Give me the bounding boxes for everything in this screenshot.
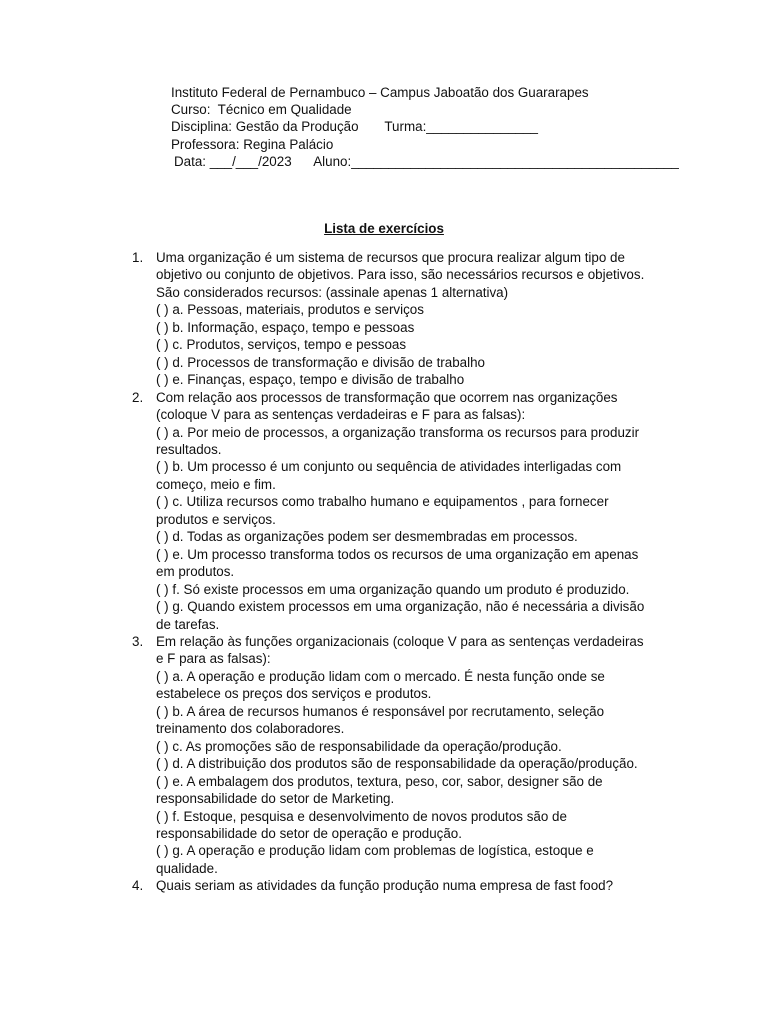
option-d: ( ) d. Processos de transformação e divisão de trabalho: [156, 354, 485, 370]
option-b: ( ) b. A área de recursos humanos é responsável por recrutamento, seleção treinamento dos colaboradores.: [156, 703, 605, 737]
option-e: ( ) e. A embalagem dos produtos, textura, peso, cor, sabor, designer são de responsabilidade do setor de Marketing.: [156, 773, 603, 807]
option-f: ( ) f. Só existe processos em uma organização quando um produto é produzido.: [156, 581, 630, 597]
option-e: ( ) e. Um processo transforma todos os recursos de uma organização em apenas em produtos.: [156, 546, 639, 580]
option-d: ( ) d. Todas as organizações podem ser desmembradas em processos.: [156, 529, 578, 545]
question-body: [156, 249, 652, 389]
option-a: ( ) a. A operação e produção lidam com o mercado. É nesta função onde se estabelece os preços dos serviços e produtos.: [156, 668, 605, 702]
question-body: [156, 633, 652, 877]
option-c: ( ) c. As promoções são de responsabilidade da operação/produção.: [156, 738, 562, 754]
question-2: [132, 389, 652, 633]
question-body: [156, 877, 652, 894]
question-text: Uma organização é um sistema de recursos que procura realizar algum tipo de objetivo ou conjunto de objetivos. Para isso, são necessários recursos e objetivos. São considerados recursos: (assinale apenas 1 alternativa): [156, 250, 645, 300]
option-b: ( ) b. Informação, espaço, tempo e pessoas: [156, 319, 415, 335]
option-a: ( ) a. Pessoas, materiais, produtos e serviços: [156, 302, 424, 318]
discipline-line: Disciplina: Gestão da Produção Turma:_______________: [171, 119, 538, 135]
option-d: ( ) d. A distribuição dos produtos são de responsabilidade da operação/produção.: [156, 756, 638, 772]
option-g: ( ) g. Quando existem processos em uma organização, não é necessária a divisão de tarefas.: [156, 599, 645, 632]
option-f: ( ) f. Estoque, pesquisa e desenvolvimento de novos produtos são de responsabilidade do setor de operação e produção.: [156, 808, 567, 841]
institution-line: Instituto Federal de Pernambuco – Campus Jaboatão dos Guararapes: [171, 85, 589, 100]
question-3: [132, 633, 652, 877]
document-header: [171, 84, 679, 170]
option-c: ( ) c. Produtos, serviços, tempo e pessoas: [156, 337, 407, 353]
question-number: 1.: [132, 250, 144, 265]
option-a: ( ) a. Por meio de processos, a organização transforma os recursos para produzir resultados.: [156, 424, 640, 457]
option-g: ( ) g. A operação e produção lidam com problemas de logística, estoque e qualidade.: [156, 843, 594, 876]
option-c: ( ) c. Utiliza recursos como trabalho humano e equipamentos , para fornecer produtos e serviços.: [156, 494, 609, 527]
question-list: [132, 249, 652, 895]
teacher-line: Professora: Regina Palácio: [171, 136, 334, 152]
option-e: ( ) e. Finanças, espaço, tempo e divisão de trabalho: [156, 372, 465, 388]
question-4: [132, 877, 652, 894]
question-number: 2.: [132, 389, 144, 405]
question-text: Quais seriam as atividades da função produção numa empresa de fast food?: [156, 878, 614, 894]
question-number: 3.: [132, 633, 144, 649]
question-text: Em relação às funções organizacionais (coloque V para as sentenças verdadeiras e F para as falsas):: [156, 633, 644, 667]
page-title: Lista de exercícios: [324, 221, 444, 236]
question-1: [132, 249, 652, 389]
question-number: 4.: [132, 878, 144, 894]
question-body: [156, 389, 652, 633]
course-line: Curso: Técnico em Qualidade: [171, 102, 352, 118]
option-b: ( ) b. Um processo é um conjunto ou sequência de atividades interligadas com começo, meio e fim.: [156, 459, 622, 492]
question-text: Com relação aos processos de transformação que ocorrem nas organizações (coloque V para as sentenças verdadeiras e F para as falsas):: [156, 389, 618, 423]
date-student-line: Data: ___/___/2023 Aluno:____________________________________________: [174, 153, 679, 169]
